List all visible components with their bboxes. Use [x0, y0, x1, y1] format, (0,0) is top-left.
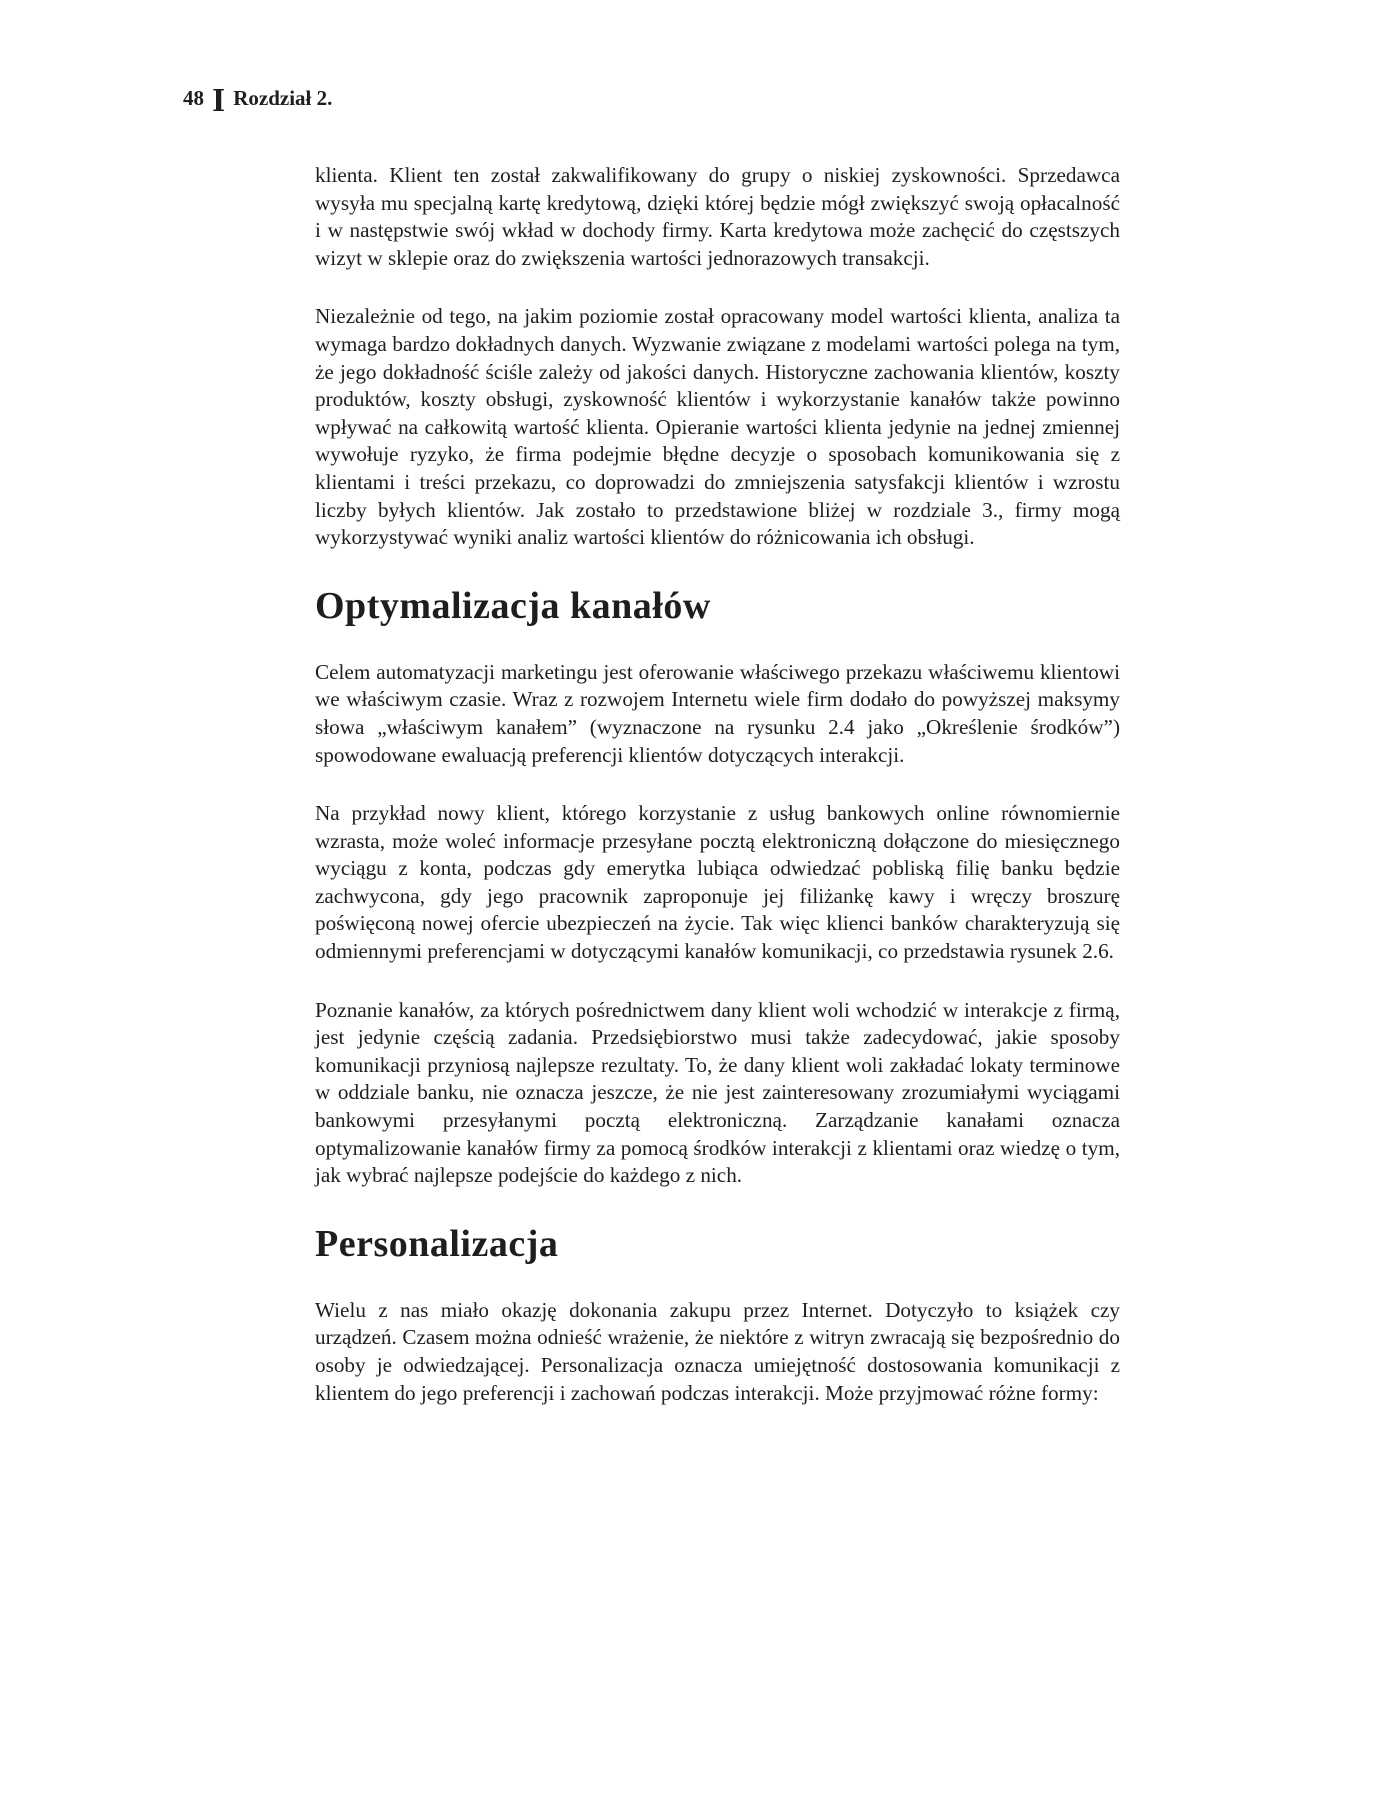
header-separator: I: [212, 82, 226, 119]
section-heading: Optymalizacja kanałów: [315, 584, 711, 627]
paragraph: Celem automatyzacji marketingu jest oferowanie właściwego przekazu właściwemu klientowi we właściwym czasie. Wraz z rozwojem Internetu wiele firm dodało do powyższej maksymy słowa „właściwym kanałem” (wyznaczone na rysunku 2.4 jako „Określenie środków”) spowodowane ewaluacją preferencji klientów dotyczących interakcji.: [315, 659, 1120, 767]
paragraph: Na przykład nowy klient, którego korzystanie z usług bankowych online równomiernie wzrasta, może woleć informacje przesyłane pocztą elektroniczną dołączone do miesięcznego wyciągu z konta, podczas gdy emerytka lubiąca odwiedzać pobliską filię banku będzie zachwycona, gdy jego pracownik zaproponuje jej filiżankę kawy i wręczy broszurę poświęconą nowej ofercie ubezpieczeń na życie. Tak więc klienci banków charakteryzują się odmiennymi preferencjami w dotyczącymi kanałów komunikacji, co przedstawia rysunek 2.6.: [315, 801, 1120, 964]
paragraph: Wielu z nas miało okazję dokonania zakupu przez Internet. Dotyczyło to książek czy urządzeń. Czasem można odnieść wrażenie, że niektóre z witryn zwracają się bezpośrednio do osoby je odwiedzającej. Personalizacja oznacza umiejętność dostosowania komunikacji z klientem do jego preferencji i zachowań podczas interakcji. Może przyjmować różne formy:: [315, 1297, 1120, 1405]
page-body: [315, 162, 1120, 1438]
paragraph: Poznanie kanałów, za których pośrednictwem dany klient woli wchodzić w interakcje z firmą, jest jedynie częścią zadania. Przedsiębiorstwo musi także zadecydować, jakie sposoby komunikacji przyniosą najlepsze rezultaty. To, że dany klient woli zakładać lokaty terminowe w oddziale banku, nie oznacza jeszcze, że nie jest zainteresowany zrozumiałymi wyciągami bankowymi przesyłanymi pocztą elektroniczną. Zarządzanie kanałami oznacza optymalizowanie kanałów firmy za pomocą środków interakcji z klientami oraz wiedzę o tym, jak wybrać najlepsze podejście do każdego z nich.: [315, 997, 1120, 1188]
page-number: 48: [183, 86, 204, 110]
paragraph: Niezależnie od tego, na jakim poziomie został opracowany model wartości klienta, analiza ta wymaga bardzo dokładnych danych. Wyzwanie związane z modelami wartości polega na tym, że jego dokładność ściśle zależy od jakości danych. Historyczne zachowania klientów, koszty produktów, koszty obsługi, zyskowność klientów i wykorzystanie kanałów także powinno wpływać na całkowitą wartość klienta. Opieranie wartości klienta jedynie na jednej zmiennej wywołuje ryzyko, że firma podejmie błędne decyzje o sposobach komunikowania się z klientami i treści przekazu, co doprowadzi do zmniejszenia satysfakcji klientów i wzrostu liczby byłych klientów. Jak zostało to przedstawione bliżej w rozdziale 3., firmy mogą wykorzystywać wyniki analiz wartości klientów do różnicowania ich obsługi.: [315, 304, 1120, 550]
running-header: [183, 82, 333, 119]
chapter-title: Rozdział 2.: [233, 86, 333, 110]
paragraph: klienta. Klient ten został zakwalifikowany do grupy o niskiej zyskowności. Sprzedawca wysyła mu specjalną kartę kredytową, dzięki której będzie mógł zwiększyć swoją opłacalność i w następstwie swój wkład w dochody firmy. Karta kredytowa może zachęcić do częstszych wizyt w sklepie oraz do zwiększenia wartości jednorazowych transakcji.: [315, 163, 1120, 270]
section-heading: Personalizacja: [315, 1222, 559, 1265]
